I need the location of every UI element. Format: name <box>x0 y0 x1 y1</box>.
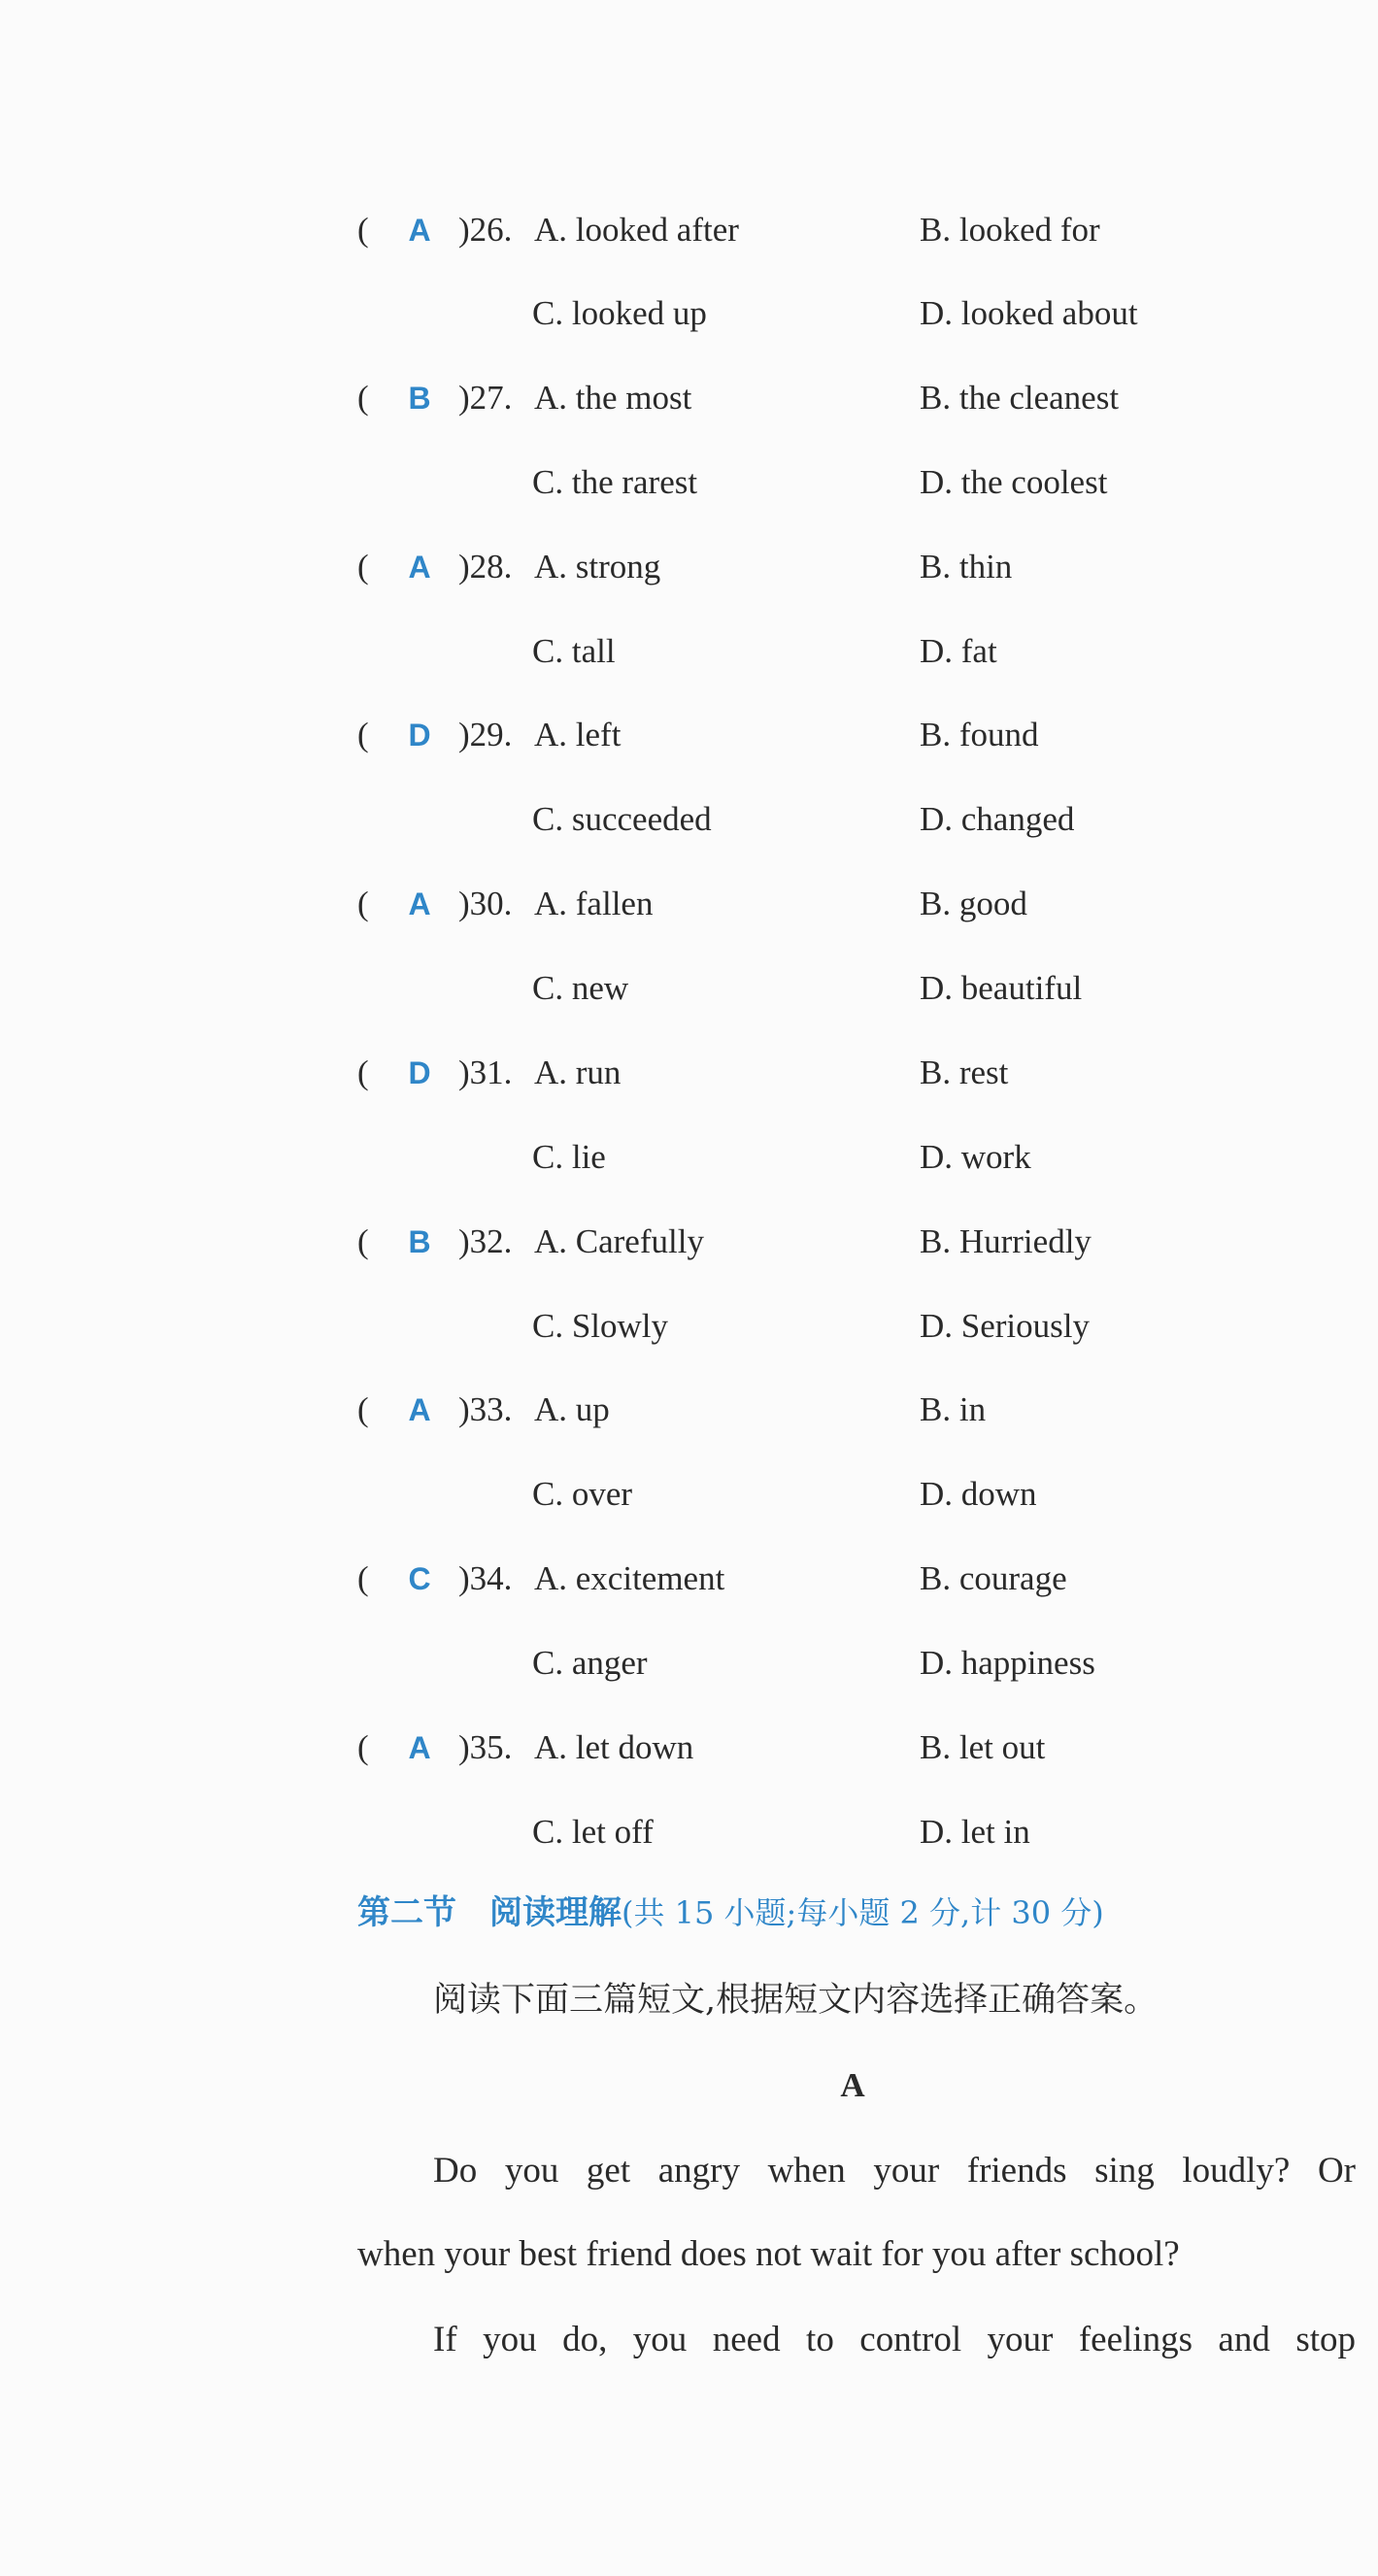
option-d: D. work <box>920 1138 1031 1176</box>
question-number: )27. <box>458 379 513 417</box>
options-row <box>532 1128 1309 1187</box>
answer-paren: ( <box>357 716 369 753</box>
answer-paren: ( <box>357 1728 369 1766</box>
passage-title: A <box>840 2066 865 2104</box>
question-number: )32. <box>458 1222 513 1260</box>
answer-paren: ( <box>357 885 369 922</box>
question-row <box>357 1381 1328 1439</box>
option-c: C. lie <box>532 1138 606 1176</box>
question-row <box>357 201 1328 259</box>
options-row <box>532 1297 1309 1355</box>
option-c: C. the rarest <box>532 463 698 501</box>
question-number: )33. <box>458 1390 513 1428</box>
option-c: C. new <box>532 969 629 1007</box>
question-number: )28. <box>458 548 513 585</box>
answer-paren: ( <box>357 379 369 417</box>
option-a: A. fallen <box>534 885 654 922</box>
option-b: B. let out <box>920 1728 1046 1766</box>
question-number: )31. <box>458 1054 513 1091</box>
options-row <box>532 959 1309 1018</box>
options-row <box>532 1465 1309 1523</box>
option-d: D. changed <box>920 800 1075 838</box>
option-b: B. found <box>920 716 1039 753</box>
answer-paren: ( <box>357 1559 369 1597</box>
question-row <box>357 369 1328 427</box>
option-d: D. Seriously <box>920 1307 1090 1345</box>
question-row <box>357 1213 1328 1271</box>
answer-letter: C <box>408 1561 431 1596</box>
option-a: A. left <box>534 716 622 753</box>
option-b: B. the cleanest <box>920 379 1120 417</box>
answer-paren: ( <box>357 1222 369 1260</box>
option-c: C. Slowly <box>532 1307 669 1345</box>
option-b: B. looked for <box>920 211 1100 249</box>
options-row <box>532 790 1309 849</box>
question-number: )35. <box>458 1728 513 1766</box>
option-b: B. in <box>920 1390 987 1428</box>
option-a: A. up <box>534 1390 610 1428</box>
options-row <box>532 1803 1309 1861</box>
section-detail: (共 15 小题;每小题 2 分,计 30 分) <box>622 1894 1104 1931</box>
answer-letter: A <box>408 1730 431 1765</box>
question-number: )30. <box>458 885 513 922</box>
options-row <box>532 1634 1309 1692</box>
option-d: D. let in <box>920 1813 1030 1851</box>
passage-line: If you do, you need to control your feelings and stop <box>433 2320 1356 2359</box>
passage-line: Do you get angry when your friends sing loudly? Or <box>433 2151 1356 2191</box>
option-c: C. tall <box>532 632 616 670</box>
section-title: 第二节 阅读理解 <box>357 1893 622 1932</box>
option-a: A. looked after <box>534 211 739 249</box>
question-number: )26. <box>458 211 513 249</box>
answer-letter: A <box>408 887 431 921</box>
option-c: C. let off <box>532 1813 654 1851</box>
option-b: B. courage <box>920 1559 1067 1597</box>
question-row <box>357 538 1328 596</box>
option-c: C. over <box>532 1475 633 1513</box>
option-a: A. excitement <box>534 1559 725 1597</box>
answer-letter: D <box>408 1055 431 1090</box>
question-row <box>357 1719 1328 1777</box>
answer-letter: D <box>408 718 431 753</box>
answer-letter: B <box>408 381 431 416</box>
question-row <box>357 706 1328 764</box>
answer-paren: ( <box>357 211 369 249</box>
answer-letter: A <box>408 550 431 585</box>
option-d: D. looked about <box>920 294 1138 332</box>
question-number: )29. <box>458 716 513 753</box>
options-row <box>532 453 1309 512</box>
options-row <box>532 622 1309 681</box>
question-row <box>357 875 1328 933</box>
answer-paren: ( <box>357 548 369 585</box>
answer-letter: A <box>408 1392 431 1427</box>
option-b: B. thin <box>920 548 1013 585</box>
passage-line: when your best friend does not wait for you after school? <box>357 2234 1180 2274</box>
option-a: A. the most <box>534 379 692 417</box>
option-a: A. let down <box>534 1728 694 1766</box>
option-b: B. Hurriedly <box>920 1222 1092 1260</box>
answer-paren: ( <box>357 1390 369 1428</box>
section-heading <box>357 1884 1104 1942</box>
question-number: )34. <box>458 1559 513 1597</box>
option-d: D. down <box>920 1475 1037 1513</box>
option-a: A. strong <box>534 548 661 585</box>
option-d: D. beautiful <box>920 969 1083 1007</box>
option-d: D. happiness <box>920 1644 1095 1682</box>
question-row <box>357 1550 1328 1608</box>
option-d: D. the coolest <box>920 463 1108 501</box>
option-d: D. fat <box>920 632 997 670</box>
option-a: A. Carefully <box>534 1222 704 1260</box>
answer-letter: B <box>408 1224 431 1259</box>
option-c: C. anger <box>532 1644 648 1682</box>
option-a: A. run <box>534 1054 622 1091</box>
answer-letter: A <box>408 213 431 248</box>
option-b: B. good <box>920 885 1027 922</box>
option-c: C. succeeded <box>532 800 712 838</box>
answer-paren: ( <box>357 1054 369 1091</box>
option-b: B. rest <box>920 1054 1009 1091</box>
options-row <box>532 284 1309 343</box>
option-c: C. looked up <box>532 294 707 332</box>
question-row <box>357 1044 1328 1102</box>
reading-instruction: 阅读下面三篇短文,根据短文内容选择正确答案。 <box>433 1981 1159 2020</box>
